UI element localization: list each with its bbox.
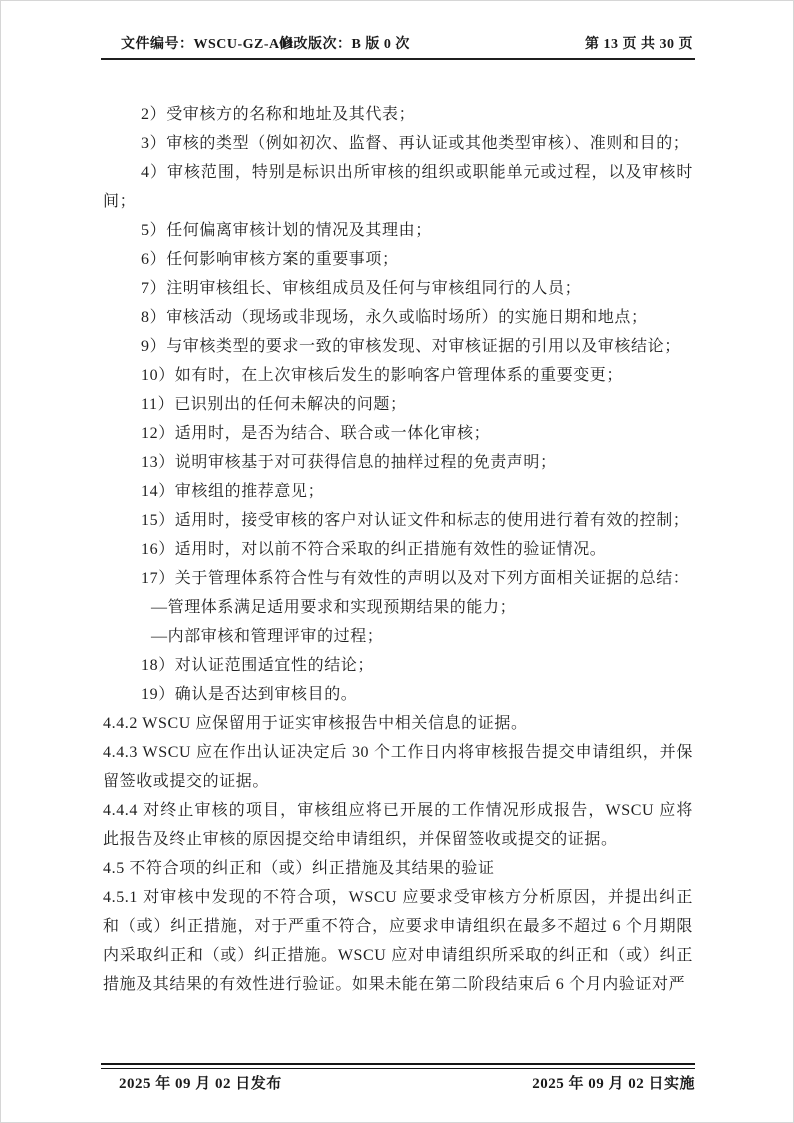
paragraph: 10）如有时，在上次审核后发生的影响客户管理体系的重要变更； <box>141 367 624 384</box>
paragraph: 2）受审核方的名称和地址及其代表； <box>141 106 416 123</box>
header-divider <box>101 58 695 60</box>
paragraph: 18）对认证范围适宜性的结论； <box>141 657 375 674</box>
paragraph: 9）与审核类型的要求一致的审核发现、对审核证据的引用以及审核结论； <box>141 338 681 355</box>
page-number-info: 第 13 页 共 30 页 <box>585 37 693 52</box>
paragraph: 8）审核活动（现场或非现场，永久或临时场所）的实施日期和地点； <box>141 309 648 326</box>
release-date: 2025 年 09 月 02 日发布 <box>119 1076 282 1092</box>
paragraph: 4.5 不符合项的纠正和（或）纠正措施及其结果的验证 <box>103 860 495 877</box>
implement-date: 2025 年 09 月 02 日实施 <box>532 1076 695 1092</box>
paragraph: 5）任何偏离审核计划的情况及其理由； <box>141 222 432 239</box>
paragraph: 11）已识别出的任何未解决的问题； <box>141 396 407 413</box>
paragraph: 4）审核范围，特别是标识出所审核的组织或职能单元或过程，以及审核时间； <box>103 164 693 210</box>
doc-number: 文件编号：WSCU-GZ-A01 <box>121 37 295 52</box>
paragraph: —内部审核和管理评审的过程； <box>151 628 384 645</box>
page-footer <box>101 1072 695 1094</box>
paragraph: 6）任何影响审核方案的重要事项； <box>141 251 399 268</box>
page-header <box>101 33 695 55</box>
paragraph: 4.4.4 对终止审核的项目，审核组应将已开展的工作情况形成报告，WSCU 应将此报告及终止审核的原因提交给申请组织，并保留签收或提交的证据。 <box>103 802 693 848</box>
paragraph: 15）适用时，接受审核的客户对认证文件和标志的使用进行着有效的控制； <box>141 512 690 529</box>
paragraph: 14）审核组的推荐意见； <box>141 483 325 500</box>
paragraph: 4.4.3 WSCU 应在作出认证决定后 30 个工作日内将审核报告提交申请组织，并保留签收或提交的证据。 <box>103 744 693 790</box>
paragraph: 4.5.1 对审核中发现的不符合项，WSCU 应要求受审核方分析原因，并提出纠正和（或）纠正措施，对于严重不符合，应要求申请组织在最多不超过 6 个月期限内采取纠正和（或）纠正措施。WSCU 应对申请组织所采取的纠正和（或）纠正措施及其结果的有效性进行验证。如果未能在第二阶段结束后 6 个月内验证对严 <box>103 889 693 993</box>
paragraph: 7）注明审核组长、审核组成员及任何与审核组同行的人员； <box>141 280 582 297</box>
paragraph: 13）说明审核基于对可获得信息的抽样过程的免责声明； <box>141 454 557 471</box>
paragraph: —管理体系满足适用要求和实现预期结果的能力； <box>151 599 517 616</box>
paragraph: 17）关于管理体系符合性与有效性的声明以及对下列方面相关证据的总结： <box>141 570 690 587</box>
paragraph: 12）适用时，是否为结合、联合或一体化审核； <box>141 425 491 442</box>
paragraph: 19）确认是否达到审核目的。 <box>141 686 358 703</box>
document-body <box>103 100 693 999</box>
revision-info: 修改版次：B 版 0 次 <box>279 37 410 52</box>
paragraph: 16）适用时，对以前不符合采取的纠正措施有效性的验证情况。 <box>141 541 607 558</box>
paragraph: 3）审核的类型（例如初次、监督、再认证或其他类型审核）、准则和目的； <box>141 135 690 152</box>
footer-divider <box>101 1063 695 1069</box>
paragraph: 4.4.2 WSCU 应保留用于证实审核报告中相关信息的证据。 <box>103 715 528 732</box>
